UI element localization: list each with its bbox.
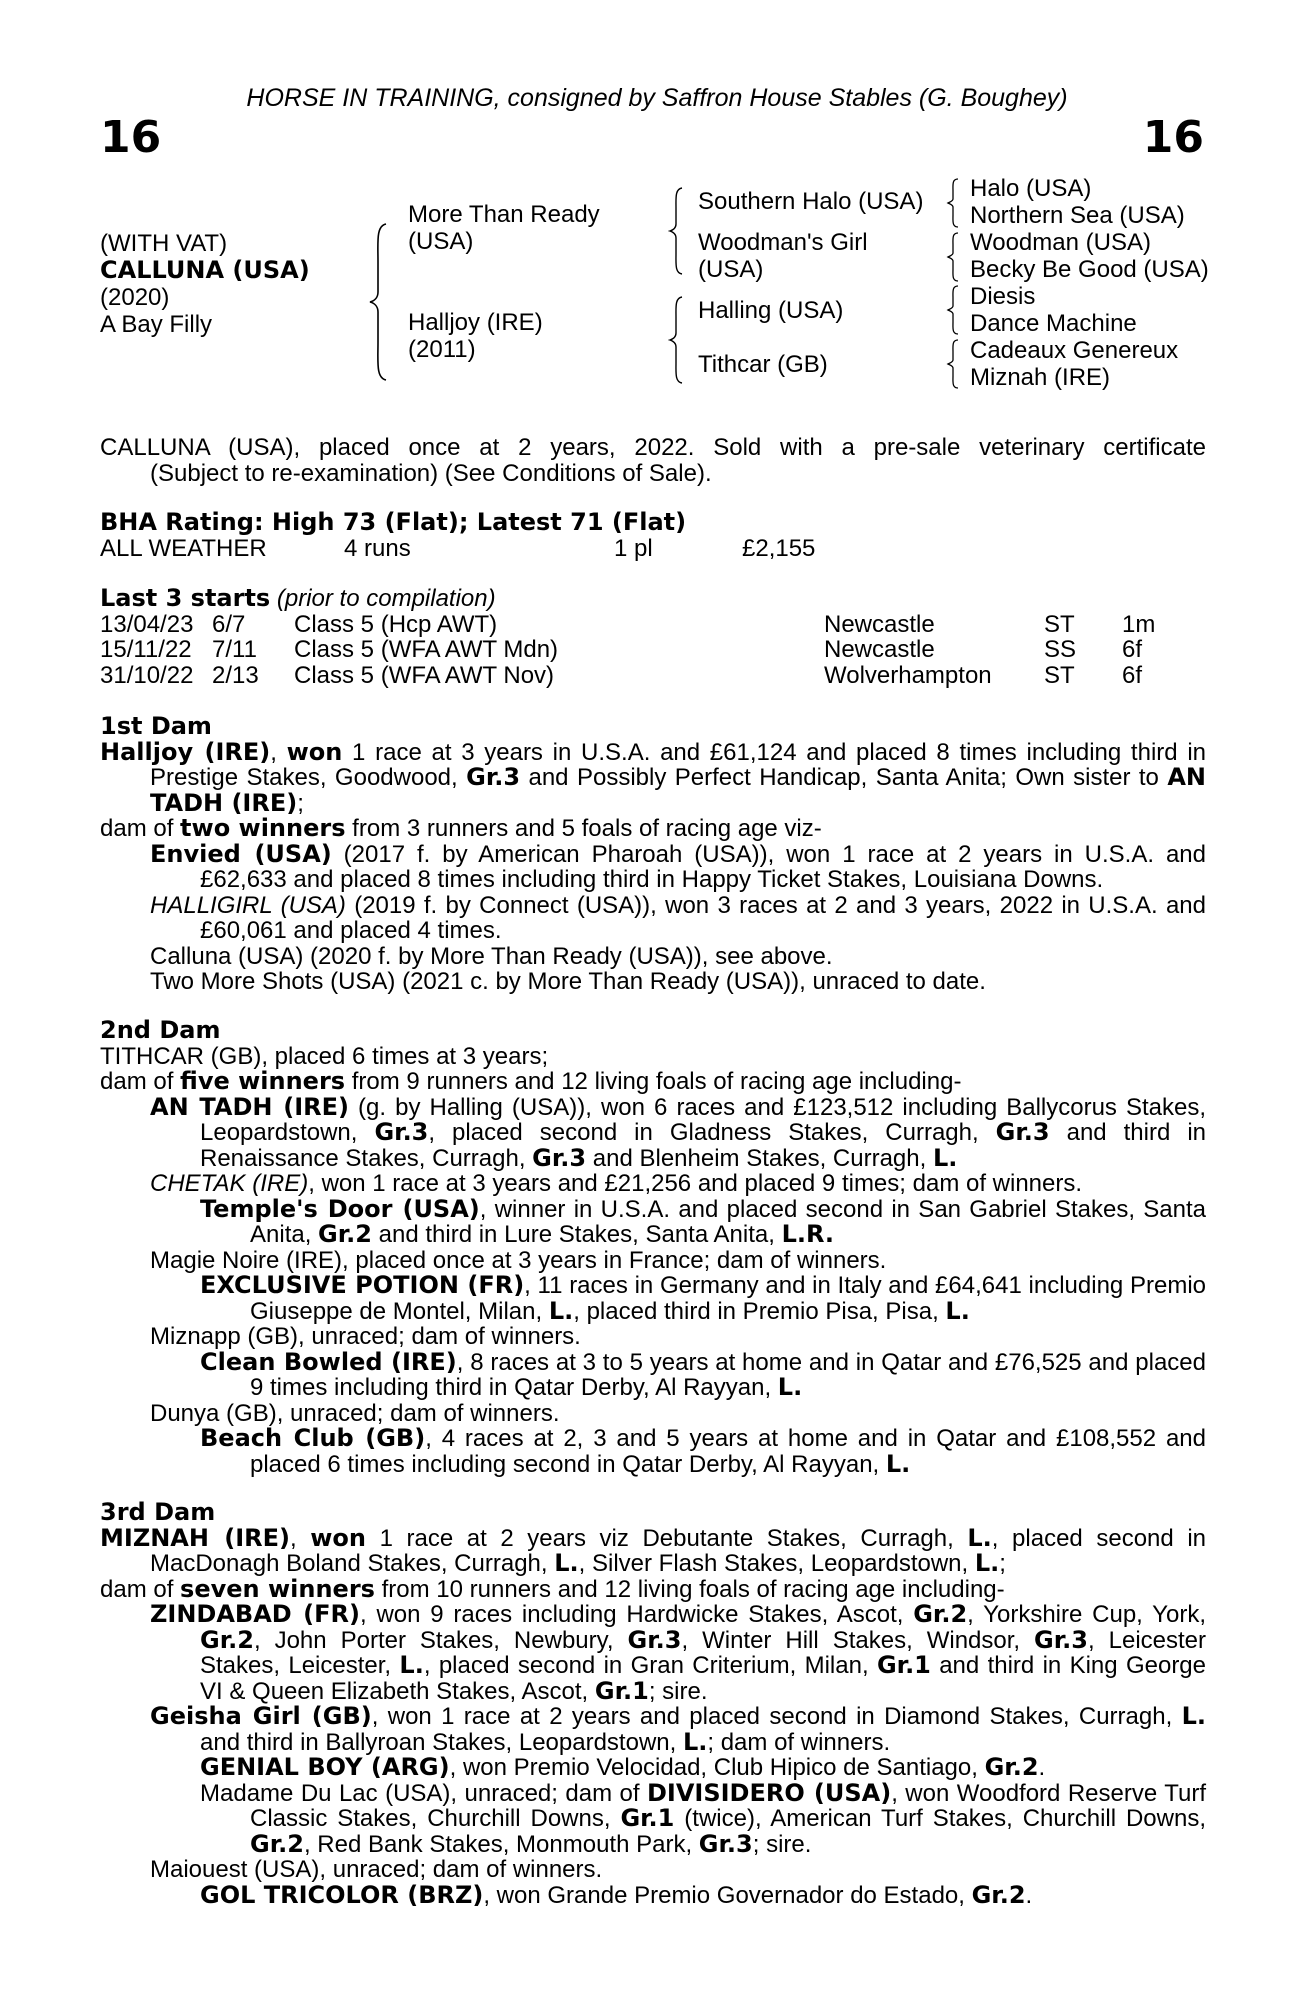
dam1-title: 1st Dam	[100, 712, 212, 740]
gen3-sss: Halo (USA)	[970, 175, 1092, 202]
bha-summary-row	[100, 536, 1206, 562]
last3-dist: 1m	[1122, 610, 1156, 638]
horse-year: (2020)	[100, 284, 170, 311]
pedigree-gen3	[970, 175, 1209, 391]
last3-dist: 6f	[1122, 661, 1143, 689]
gen3-dsd: Dance Machine	[970, 310, 1137, 337]
last3-note: (prior to compilation)	[276, 585, 496, 612]
sire-country: (USA)	[408, 228, 474, 255]
dam3-block: 3rd Dam MIZNAH (IRE), won 1 race at 2 years viz Debutante Stakes, Curragh, L., placed second in MacDonagh Boland Stakes, Curragh, L., Silver Flash Stakes, Leopardstown, L.; dam of seven winners from 10 runners and 12 living foals of racing age including- ZINDABAD (FR), won 9 races including Hardwicke Stakes, Ascot, Gr.2, Yorkshire Cup, York, Gr.2, John Porter Stakes, Newbury, Gr.3, Winter Hill Stakes, Windsor, Gr.3, Leicester Stakes, Leicester, L., placed second in Gran Criterium, Milan, Gr.1 and third in King George VI & Queen Elizabeth Stakes, Ascot, Gr.1; sire. Geisha Girl (GB), won 1 race at 2 years and placed second in Diamond Stakes, Curragh, L. and third in Ballyroan Stakes, Leopardstown, L.; dam of winners. GENIAL BOY (ARG), won Premio Velocidad, Club Hipico de Santiago, Gr.2. Madame Du Lac (USA), unraced; dam of DIVISIDERO (USA), won Woodford Reserve Turf Classic Stakes, Churchill Downs, Gr.1 (twice), American Turf Stakes, Churchill Downs, Gr.2, Red Bank Stakes, Monmouth Park, Gr.3; sire. Maiouest (USA), unraced; dam of winners. GOL TRICOLOR (BRZ), won Grande Premio Governador do Estado, Gr.2.	[100, 1498, 1207, 1909]
last3-going: SS	[1044, 636, 1077, 663]
intro-paragraph	[100, 435, 1206, 486]
progeny-madame-du-lac: Madame Du Lac (USA), unraced; dam of	[200, 1779, 647, 1807]
last3-rows	[100, 612, 1206, 689]
progeny-genial-boy: GENIAL BOY (ARG)	[200, 1753, 450, 1781]
bha-runs: 4 runs	[344, 534, 411, 562]
bha-surface: ALL WEATHER	[100, 534, 267, 562]
pedigree-sire	[408, 201, 600, 255]
dam1-sister: AN TADH (IRE)	[150, 763, 1206, 817]
last3-pos: 7/11	[212, 636, 257, 663]
sd-name: Woodman's Girl	[698, 229, 868, 256]
last3-course: Wolverhampton	[824, 661, 992, 689]
lot-number-right: 16	[1142, 112, 1204, 163]
dam2-block: 2nd Dam TITHCAR (GB), placed 6 times at 3 years; dam of five winners from 9 runners and 12 living foals of racing age including- AN TADH (IRE) (g. by Halling (USA)), won 6 races and £123,512 including Ballycorus Stakes, Leopardstown, Gr.3, placed second in Gladness Stakes, Curragh, Gr.3 and third in Renaissance Stakes, Curragh, Gr.3 and Blenheim Stakes, Curragh, L. CHETAK (IRE), won 1 race at 3 years and £21,256 and placed 9 times; dam of winners. Temple's Door (USA), winner in U.S.A. and placed second in San Gabriel Stakes, Santa Anita, Gr.2 and third in Lure Stakes, Santa Anita, L.R. Magie Noire (IRE), placed once at 3 years in France; dam of winners. EXCLUSIVE POTION (FR), 11 races in Germany and in Italy and £64,641 including Premio Giuseppe de Montel, Milan, L., placed third in Premio Pisa, Pisa, L. Miznapp (GB), unraced; dam of winners. Clean Bowled (IRE), 8 races at 3 to 5 years at home and in Qatar and £76,525 and placed 9 times including third in Qatar Derby, Al Rayyan, L. Dunya (GB), unraced; dam of winners. Beach Club (GB), 4 races at 2, 3 and 5 years at home and in Qatar and £108,552 and placed 6 times including second in Qatar Derby, Al Rayyan, L.	[100, 1016, 1207, 1478]
intro-line-2: (Subject to re-examination) (See Conditions of Sale).	[150, 459, 712, 487]
progeny-two-more-shots: Two More Shots (USA) (2021 c. by More Than Ready (USA)), unraced to date.	[150, 968, 986, 995]
last3-going: ST	[1044, 610, 1075, 638]
last3-cls: Class 5 (WFA AWT Nov)	[294, 661, 555, 689]
pedigree-brace-sire	[668, 186, 684, 276]
gen3-ddd: Miznah (IRE)	[970, 364, 1111, 391]
progeny-gol-tricolor: GOL TRICOLOR (BRZ)	[200, 1880, 484, 1909]
vat-note: (WITH VAT)	[100, 230, 228, 257]
bha-placed: 1 pl	[614, 534, 653, 562]
pedigree-sd	[698, 229, 868, 283]
brace-sd	[946, 231, 960, 283]
last3-date: 15/11/22	[100, 636, 192, 663]
progeny-envied: Envied (USA)	[150, 839, 332, 868]
sd-country: (USA)	[698, 256, 764, 283]
last3-dist: 6f	[1122, 636, 1143, 663]
dam1-block: 1st Dam Halljoy (IRE), won 1 race at 3 years in U.S.A. and £61,124 and placed 8 times including third in Prestige Stakes, Goodwood, Gr.3 and Possibly Perfect Handicap, Santa Anita; Own sister to AN TADH (IRE); dam of two winners from 3 runners and 5 foals of racing age viz- Envied (USA) (2017 f. by American Pharoah (USA)), won 1 race at 2 years in U.S.A. and £62,633 and placed 8 times including third in Happy Ticket Stakes, Louisiana Downs. HALLIGIRL (USA) (2019 f. by Connect (USA)), won 3 races at 2 and 3 years, 2022 in U.S.A. and £60,061 and placed 4 times. Calluna (USA) (2020 f. by More Than Ready (USA)), see above. Two More Shots (USA) (2021 c. by More Than Ready (USA)), unraced to date.	[100, 712, 1207, 995]
pedigree-ds: Halling (USA)	[698, 297, 844, 324]
dam-name: Halljoy (IRE)	[408, 309, 543, 336]
progeny-an-tadh: AN TADH (IRE)	[150, 1092, 349, 1121]
horse-description: A Bay Filly	[100, 311, 213, 338]
brace-ss	[946, 177, 960, 229]
pedigree-brace-main	[368, 222, 390, 382]
brace-ds	[946, 284, 960, 336]
dam-year: (2011)	[408, 336, 476, 363]
progeny-clean-bowled: Clean Bowled (IRE)	[200, 1347, 457, 1376]
last3-row	[100, 612, 1206, 638]
progeny-zindabad: ZINDABAD (FR)	[150, 1600, 360, 1628]
page-header: HORSE IN TRAINING, consigned by Saffron House Stables (G. Boughey)	[246, 84, 1068, 112]
progeny-chetak: CHETAK (IRE)	[150, 1170, 309, 1197]
progeny-maiouest: Maiouest (USA), unraced; dam of winners.	[150, 1856, 603, 1883]
gen3-dds: Cadeaux Genereux	[970, 337, 1179, 364]
pedigree-dam	[408, 309, 543, 363]
last3-row	[100, 637, 1206, 663]
last3-going: ST	[1044, 661, 1075, 689]
intro-line-1: CALLUNA (USA), placed once at 2 years, 2022. Sold with a pre-sale veterinary certificate	[100, 434, 1206, 461]
last3-block	[100, 586, 1206, 688]
sire-name: More Than Ready	[408, 201, 600, 228]
gen3-sds: Woodman (USA)	[970, 229, 1151, 256]
progeny-beach-club: Beach Club (GB)	[200, 1424, 426, 1452]
dam1-name: Halljoy (IRE)	[100, 737, 271, 766]
bha-earnings: £2,155	[742, 534, 816, 562]
dam1-won: won	[286, 737, 343, 766]
pedigree-brace-dam	[668, 295, 684, 385]
progeny-dunya: Dunya (GB), unraced; dam of winners.	[150, 1399, 560, 1427]
progeny-calluna: Calluna (USA) (2020 f. by More Than Ready (USA)), see above.	[150, 942, 833, 970]
progeny-magie-noire: Magie Noire (IRE), placed once at 3 years in France; dam of winners.	[150, 1246, 887, 1274]
last3-pos: 6/7	[212, 610, 246, 638]
dam3-name: MIZNAH (IRE)	[100, 1523, 290, 1552]
gen3-ssd: Northern Sea (USA)	[970, 202, 1185, 229]
brace-dd	[946, 338, 960, 390]
gen3-dss: Diesis	[970, 283, 1036, 310]
last3-course: Newcastle	[824, 610, 935, 638]
progeny-miznapp: Miznapp (GB), unraced; dam of winners.	[150, 1323, 581, 1350]
progeny-halligirl: HALLIGIRL (USA)	[150, 891, 346, 919]
last3-cls: Class 5 (WFA AWT Mdn)	[294, 636, 559, 663]
dam2-line: TITHCAR (GB), placed 6 times at 3 years;	[100, 1042, 549, 1070]
bha-block	[100, 510, 1206, 561]
pedigree-ss: Southern Halo (USA)	[698, 188, 924, 215]
pedigree-dd: Tithcar (GB)	[698, 351, 828, 378]
dam3-title: 3rd Dam	[100, 1498, 216, 1526]
progeny-exclusive-potion: EXCLUSIVE POTION (FR)	[200, 1271, 525, 1299]
lot-number-left: 16	[100, 112, 162, 163]
progeny-geisha-girl: Geisha Girl (GB)	[150, 1702, 372, 1730]
last3-date: 13/04/23	[100, 610, 194, 638]
dam2-title: 2nd Dam	[100, 1016, 221, 1044]
last3-cls: Class 5 (Hcp AWT)	[294, 610, 498, 638]
horse-name: CALLUNA (USA)	[100, 256, 310, 284]
horse-id	[100, 230, 310, 338]
gen3-sdd: Becky Be Good (USA)	[970, 256, 1209, 283]
progeny-divisidero: DIVISIDERO (USA)	[646, 1778, 892, 1807]
last3-date: 31/10/22	[100, 661, 194, 689]
progeny-temples-door: Temple's Door (USA)	[200, 1194, 480, 1223]
last3-row	[100, 663, 1206, 689]
bha-rating: BHA Rating: High 73 (Flat); Latest 71 (Flat)	[100, 508, 687, 536]
last3-pos: 2/13	[212, 661, 259, 689]
last3-title: Last 3 starts	[100, 584, 271, 612]
last3-course: Newcastle	[824, 636, 935, 663]
